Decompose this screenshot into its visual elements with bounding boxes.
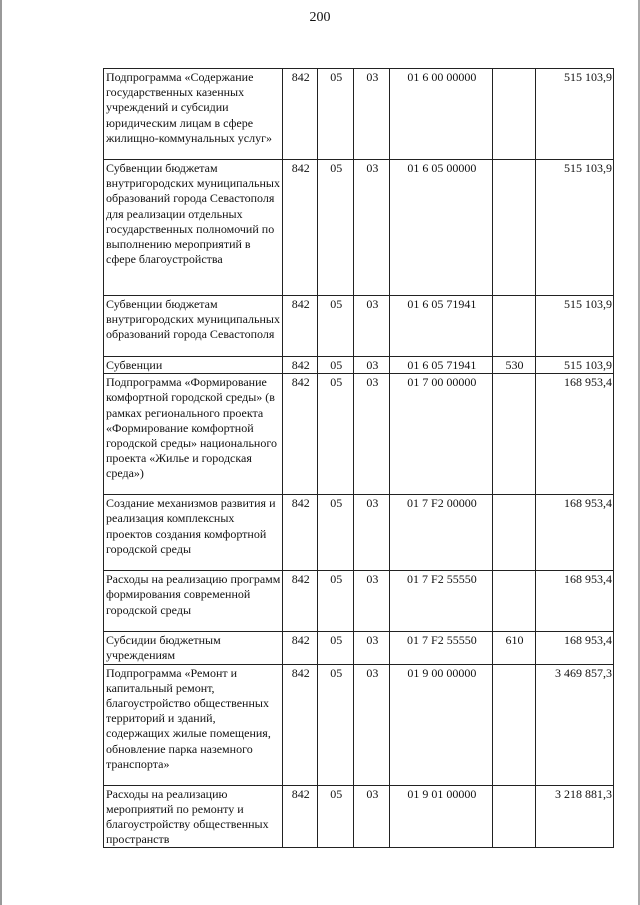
ministry-code-cell: 842 (283, 374, 318, 495)
section-code-cell: 05 (318, 495, 354, 571)
table-row (104, 296, 614, 357)
expense-type-cell (493, 571, 535, 632)
table-row (104, 571, 614, 632)
row-name-cell: Субвенции бюджетам внутригородских муниципальных образований города Севастополя (104, 296, 283, 357)
expense-type-cell (493, 296, 535, 357)
target-article-cell: 01 7 F2 00000 (390, 495, 493, 571)
ministry-code-cell: 842 (283, 69, 318, 160)
subsection-code-cell: 03 (354, 296, 390, 357)
target-article-cell: 01 6 05 71941 (390, 357, 493, 374)
subsection-code-cell: 03 (354, 69, 390, 160)
subsection-code-cell: 03 (354, 374, 390, 495)
ministry-code-cell: 842 (283, 495, 318, 571)
row-name-cell: Субсидии бюджетным учреждениям (104, 632, 283, 664)
subsection-code-cell: 03 (354, 664, 390, 785)
target-article-cell: 01 6 05 00000 (390, 160, 493, 296)
section-code-cell: 05 (318, 160, 354, 296)
amount-cell: 515 103,9 (535, 357, 613, 374)
table-row (104, 664, 614, 785)
ministry-code-cell: 842 (283, 571, 318, 632)
subsection-code-cell: 03 (354, 571, 390, 632)
target-article-cell: 01 9 00 00000 (390, 664, 493, 785)
table-row (104, 69, 614, 160)
ministry-code-cell: 842 (283, 632, 318, 664)
ministry-code-cell: 842 (283, 785, 318, 848)
amount-cell: 168 953,4 (535, 632, 613, 664)
section-code-cell: 05 (318, 69, 354, 160)
expense-type-cell: 610 (493, 632, 535, 664)
target-article-cell: 01 7 F2 55550 (390, 632, 493, 664)
expense-type-cell (493, 69, 535, 160)
amount-cell: 3 469 857,3 (535, 664, 613, 785)
row-name-cell: Подпрограмма «Содержание государственных казенных учреждений и субсидии юридическим лицам в сфере жилищно-коммунальных услуг» (104, 69, 283, 160)
amount-cell: 515 103,9 (535, 160, 613, 296)
budget-table-body (104, 69, 614, 848)
ministry-code-cell: 842 (283, 160, 318, 296)
ministry-code-cell: 842 (283, 296, 318, 357)
expense-type-cell: 530 (493, 357, 535, 374)
expense-type-cell (493, 664, 535, 785)
section-code-cell: 05 (318, 296, 354, 357)
amount-cell: 168 953,4 (535, 374, 613, 495)
page-number: 200 (309, 10, 331, 25)
scan-left-edge (0, 0, 2, 905)
section-code-cell: 05 (318, 571, 354, 632)
table-row (104, 160, 614, 296)
row-name-cell: Расходы на реализацию программ формирования современной городской среды (104, 571, 283, 632)
row-name-cell: Подпрограмма «Ремонт и капитальный ремонт, благоустройство общественных территорий и зданий, содержащих жилые помещения, обновление парка наземного транспорта» (104, 664, 283, 785)
expense-type-cell (493, 374, 535, 495)
amount-cell: 168 953,4 (535, 495, 613, 571)
ministry-code-cell: 842 (283, 664, 318, 785)
row-name-cell: Субвенции (104, 357, 283, 374)
subsection-code-cell: 03 (354, 160, 390, 296)
ministry-code-cell: 842 (283, 357, 318, 374)
target-article-cell: 01 9 01 00000 (390, 785, 493, 848)
amount-cell: 168 953,4 (535, 571, 613, 632)
table-row (104, 632, 614, 664)
target-article-cell: 01 7 F2 55550 (390, 571, 493, 632)
expense-type-cell (493, 785, 535, 848)
subsection-code-cell: 03 (354, 495, 390, 571)
subsection-code-cell: 03 (354, 632, 390, 664)
expense-type-cell (493, 160, 535, 296)
table-row (104, 785, 614, 848)
subsection-code-cell: 03 (354, 357, 390, 374)
budget-table (103, 68, 614, 848)
section-code-cell: 05 (318, 664, 354, 785)
subsection-code-cell: 03 (354, 785, 390, 848)
row-name-cell: Создание механизмов развития и реализация комплексных проектов создания комфортной городской среды (104, 495, 283, 571)
amount-cell: 3 218 881,3 (535, 785, 613, 848)
target-article-cell: 01 7 00 00000 (390, 374, 493, 495)
section-code-cell: 05 (318, 374, 354, 495)
table-row (104, 374, 614, 495)
amount-cell: 515 103,9 (535, 69, 613, 160)
row-name-cell: Подпрограмма «Формирование комфортной городской среды» (в рамках регионального проекта «Формирование комфортной городской среды» национального проекта «Жилье и городская среда») (104, 374, 283, 495)
section-code-cell: 05 (318, 632, 354, 664)
table-row (104, 495, 614, 571)
target-article-cell: 01 6 00 00000 (390, 69, 493, 160)
section-code-cell: 05 (318, 357, 354, 374)
row-name-cell: Расходы на реализацию мероприятий по ремонту и благоустройству общественных пространств (104, 785, 283, 848)
expense-type-cell (493, 495, 535, 571)
section-code-cell: 05 (318, 785, 354, 848)
row-name-cell: Субвенции бюджетам внутригородских муниципальных образований города Севастополя для реализации отдельных государственных полномочий по выполнению мероприятий в сфере благоустройства (104, 160, 283, 296)
target-article-cell: 01 6 05 71941 (390, 296, 493, 357)
amount-cell: 515 103,9 (535, 296, 613, 357)
table-row (104, 357, 614, 374)
